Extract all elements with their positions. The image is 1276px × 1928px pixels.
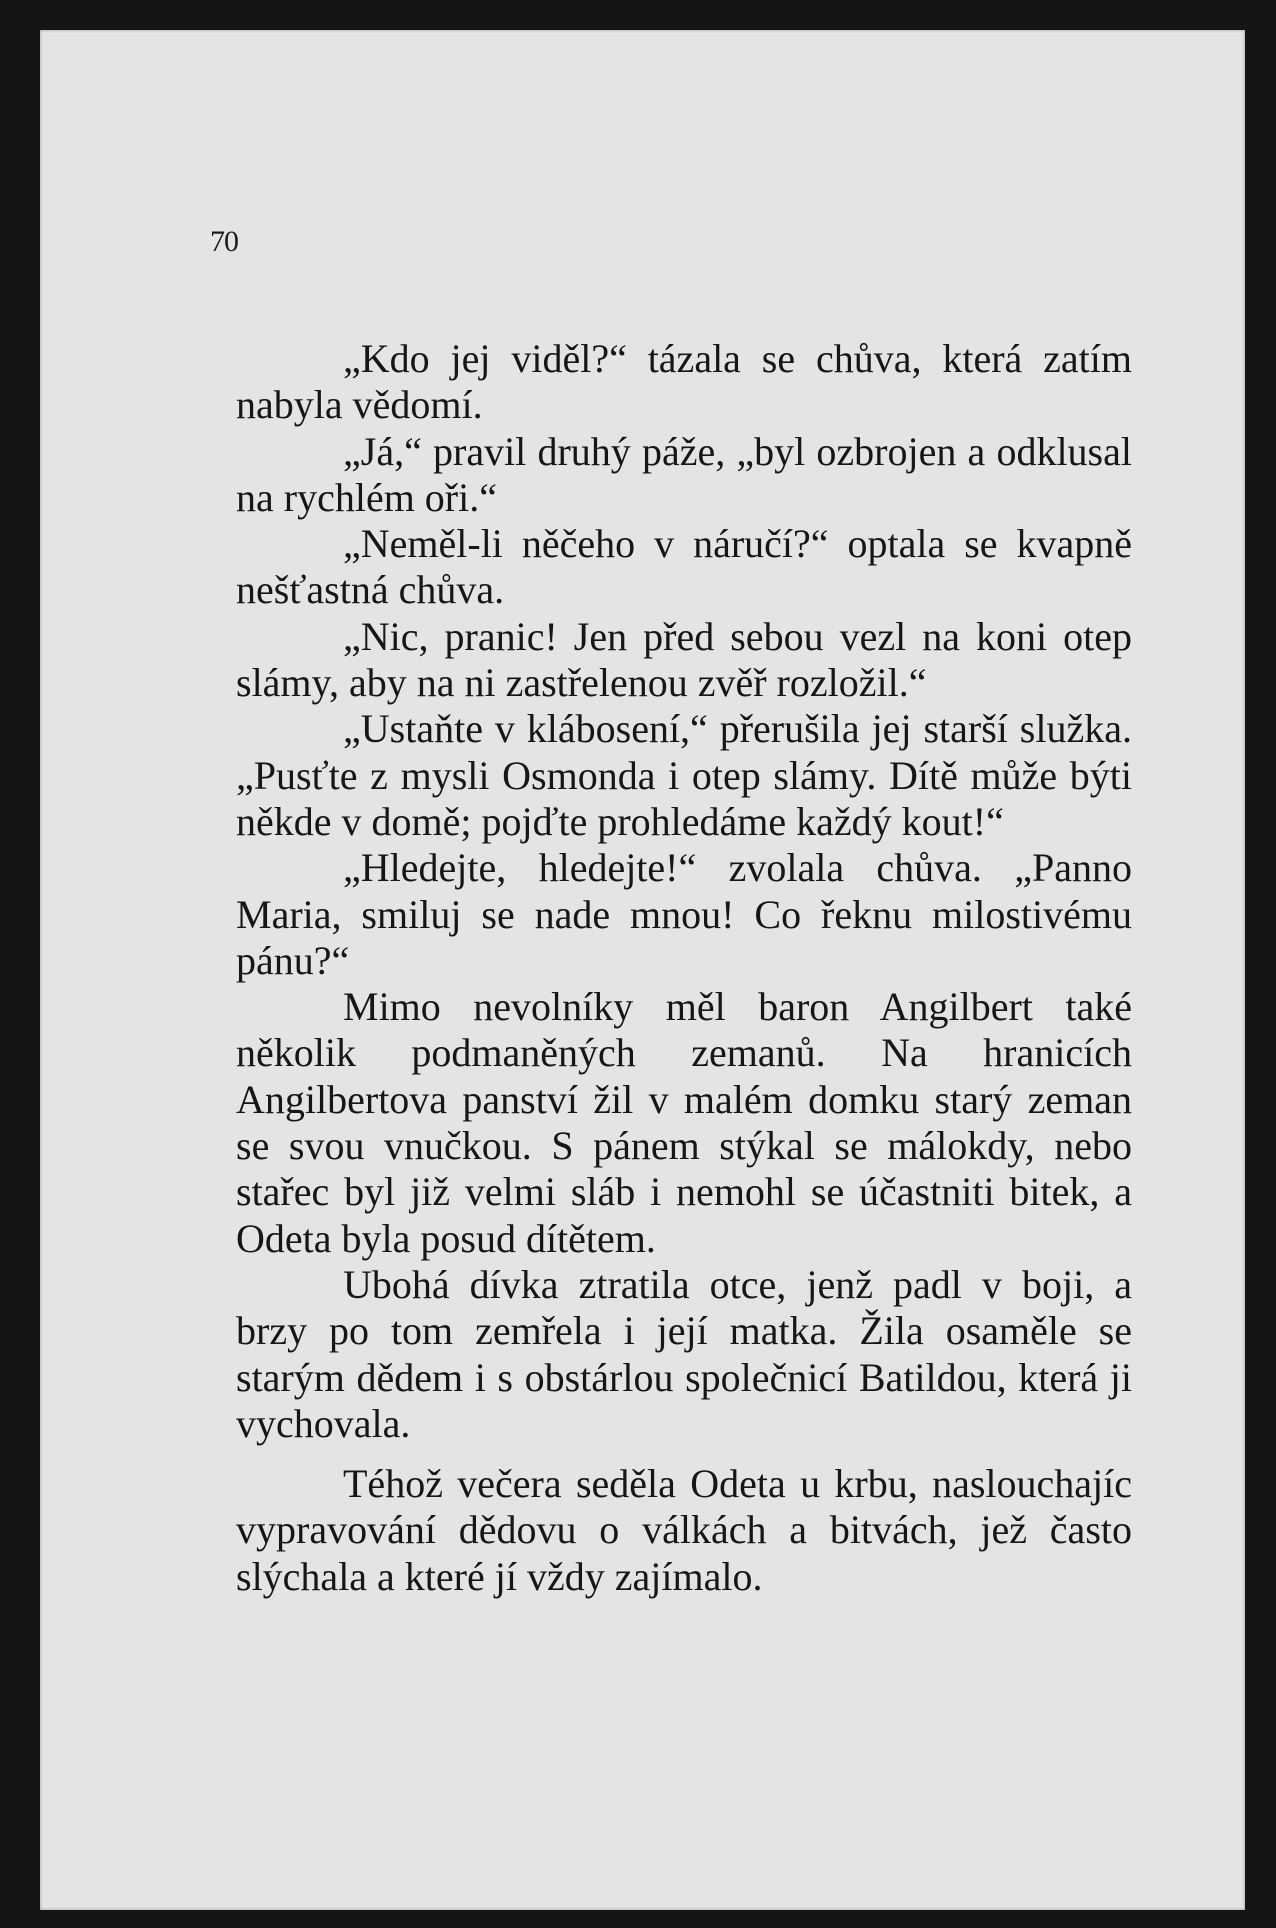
paragraph-4: „Nic, pranic! Jen před sebou vezl na koni otep slámy, aby na ni zastřelenou zvěř rozložil.“ xyxy=(236,613,1132,706)
paragraph-7: Mimo nevolníky měl baron Angilbert také několik podmaněných zemanů. Na hranicích Angilbertova panství žil v malém domku starý zeman se svou vnučkou. S pánem stýkal se málokdy, nebo stařec byl již velmi sláb i nemohl se účastniti bitek, a Odeta byla posud dítětem. xyxy=(236,984,1132,1261)
paragraph-2: „Já,“ pravil druhý páže, „byl ozbrojen a odklusal na rychlém oři.“ xyxy=(236,428,1132,520)
book-page xyxy=(40,30,1245,1910)
paragraph-6: „Hledejte, hledejte!“ zvolala chůva. „Panno Maria, smiluj se nade mnou! Co řeknu milostivému pánu?“ xyxy=(236,845,1132,983)
paragraph-8: Ubohá dívka ztratila otce, jenž padl v boji, a brzy po tom zemřela i její matka. Žila osaměle se starým dědem i s obstárlou společnicí Batildou, která ji vychovala. xyxy=(236,1261,1132,1446)
page-number: 70 xyxy=(210,225,238,258)
paragraph-1: „Kdo jej viděl?“ tázala se chůva, která zatím nabyla vědomí. xyxy=(236,336,1132,428)
paragraph-9: Téhož večera seděla Odeta u krbu, naslouchajíc vypravování dědovu o válkách a bitvách, jež často slýchala a které jí vždy zajímalo. xyxy=(236,1461,1132,1599)
paragraph-3: „Neměl-li něčeho v náručí?“ optala se kvapně nešťastná chůva. xyxy=(236,521,1132,613)
body-text xyxy=(236,336,1132,1600)
paragraph-5: „Ustaňte v klábosení,“ přerušila jej starší služka. „Pusťte z mysli Osmonda i otep slámy. Dítě může býti někde v domě; pojďte prohledáme každý kout!“ xyxy=(236,706,1132,844)
